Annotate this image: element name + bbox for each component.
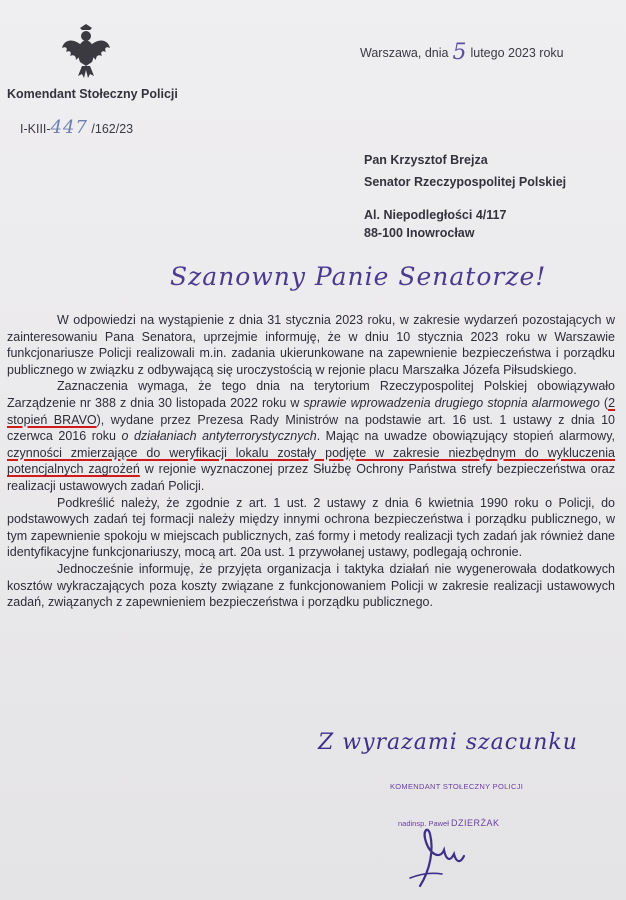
reference-number xyxy=(20,117,133,138)
letter-body xyxy=(7,312,615,611)
salutation: Szanowny Panie Senatorze! xyxy=(170,262,547,291)
p2-text-a: Zaznaczenia wymaga, że tego dnia na terytorium Rzeczypospolitej Polskiej obowiązywało Zarządzenie nr 388 z dnia 30 listopada 2022 roku w xyxy=(7,379,615,410)
paragraph-1: W odpowiedzi na wystąpienie z dnia 31 stycznia 2023 roku, w zakresie wydarzeń pozostających w zainteresowaniu Pana Senatora, uprzejmie informuję, że w dniu 10 stycznia 2023 roku w Warszawie funkcjonariusze Policji realizowali m.in. zadania ukierunkowane na zapewnienie bezpieczeństwa i porządku publicznego w związku z odbywającą się uroczystością w rejonie placu Marszałka Józefa Piłsudskiego. xyxy=(7,313,615,377)
p2-italic-regulation: sprawie wprowadzenia drugiego stopnia alarmowego xyxy=(303,395,600,410)
date-suffix: lutego 2023 roku xyxy=(470,46,564,60)
recipient-title: Senator Rzeczypospolitej Polskiej xyxy=(364,175,567,189)
recipient-street: Al. Niepodległości 4/117 xyxy=(364,208,507,222)
paragraph-3: Podkreślić należy, że zgodnie z art. 1 ust. 2 ustawy z dnia 6 kwietnia 1990 roku o Policji, do podstawowych zadań tej formacji należy między innymi ochrona bezpieczeństwa i porządku publicznego, w tym zapewnienie spokoju w miejscach publicznych, zaś formy i metody realizacji tych zadań jak również dane identyfikacyjne funkcjonariuszy, mocą art. 20a ust. 1 przywołanej ustawy, podlegają ochronie. xyxy=(7,495,615,560)
handwritten-signature xyxy=(400,790,520,890)
date-prefix: Warszawa, dnia xyxy=(360,46,449,60)
p2-text-g: . Mając na uwadze obowiązujący stopień alarmowy, xyxy=(316,429,615,444)
paragraph-4: Jednocześnie informuję, że przyjęta organizacja i taktyka działań nie wygenerowała dodatkowych kosztów wykraczających poza koszty związane z funkcjonowaniem Policji w zakresie realizacji ustawowych zadań, związanych z zapewnieniem bezpieczeństwa i porządku publicznego. xyxy=(7,561,615,610)
p2-underlined-actions: czynności zmierzające do weryfikacji lokalu zostały podjęte w zakresie niezbędnym do wykluczenia potencjalnych zagrożeń xyxy=(7,445,615,477)
stamp-title: KOMENDANT STOŁECZNY POLICJI xyxy=(390,782,524,791)
p2-text-c: ( xyxy=(599,395,609,410)
paragraph-2 xyxy=(7,378,615,494)
p2-underlined-bravo: 2 stopień BRAVO xyxy=(7,395,616,427)
p2-text-e: ), wydane przez Prezesa Rady Ministrów na podstawie art. 16 ust. 1 ustawy z dnia 10 czerwca 2016 roku xyxy=(7,412,615,444)
p2-text-i: w rejonie wyznaczonej przez Służbę Ochrony Państwa strefy bezpieczeństwa oraz realizacji ustawowych zadań Policji. xyxy=(7,462,615,493)
closing-handwritten: Z wyrazami szacunku xyxy=(318,730,578,755)
issuer-name: Komendant Stołeczny Policji xyxy=(7,87,178,101)
recipient-city: 88-100 Inowrocław xyxy=(364,226,475,240)
date-handwritten-day: 5 xyxy=(452,40,467,65)
reference-prefix: I-KIII- xyxy=(20,122,51,136)
p2-italic-act: o działaniach antyterrorystycznych xyxy=(121,429,317,444)
stamp-surname: DZIERŻAK xyxy=(450,818,500,828)
reference-suffix: /162/23 xyxy=(91,122,134,136)
date-line xyxy=(360,38,564,63)
stamp-name xyxy=(398,818,499,828)
polish-eagle-emblem-icon xyxy=(60,22,112,80)
reference-handwritten-number: 447 xyxy=(50,117,88,138)
stamp-rank-name: nadinsp. Paweł xyxy=(398,819,449,828)
recipient-name: Pan Krzysztof Brejza xyxy=(364,153,488,167)
